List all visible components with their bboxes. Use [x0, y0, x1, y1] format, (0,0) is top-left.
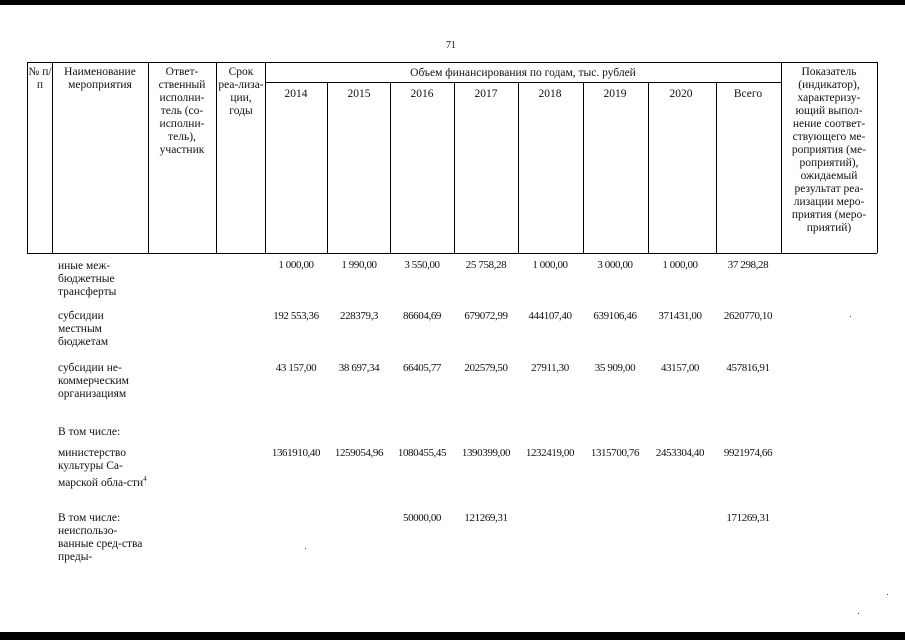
year-2014: 2014 [284, 88, 308, 100]
table-cell: 679072,99 [464, 310, 508, 322]
table-cell: 25 758,28 [465, 259, 507, 271]
table-cell: 1080455,45 [397, 447, 447, 459]
scan-speck [850, 316, 851, 317]
table-cell: 3 000,00 [597, 259, 633, 271]
table-cell: 1315700,76 [590, 447, 640, 459]
table-cell: 2453304,40 [655, 447, 705, 459]
table-cell: 9921974,66 [723, 447, 773, 459]
vline [454, 82, 455, 253]
row-label: В том числе: неиспользо-ванные сред-ства преды- [58, 512, 143, 563]
year-2017: 2017 [474, 88, 498, 100]
table-cell: 27911,30 [531, 362, 569, 374]
table-cell: 43157,00 [660, 362, 700, 374]
table-cell: 228379,3 [339, 310, 379, 322]
page-number: 71 [446, 40, 456, 51]
table-cell: 35 909,00 [594, 362, 636, 374]
table-cell: 121269,31 [464, 512, 508, 524]
year-2015: 2015 [347, 88, 371, 100]
vline [877, 62, 878, 253]
row-label [58, 447, 150, 490]
row-label: иные меж-бюджетные трансферты [58, 260, 117, 298]
year-total: Всего [733, 88, 763, 100]
vline [52, 62, 53, 253]
table-cell: 3 550,00 [404, 259, 440, 271]
scan-speck [887, 594, 888, 595]
table-cell: 444107,40 [528, 310, 572, 322]
year-2016: 2016 [410, 88, 434, 100]
header-indicator: Показатель (индикатор), характеризу-ющий выпол-нение соответ-ствующего ме-роприятия (ме-роприятий), ожидаемый результат реа-лизации меро-приятия (меро-приятий) [791, 66, 867, 234]
vline [583, 82, 584, 253]
table-cell: 38 697,34 [338, 362, 380, 374]
year-2019: 2019 [603, 88, 627, 100]
header-term: Срок реа-лиза-ции, годы [218, 66, 264, 117]
table-cell: 202579,50 [464, 362, 508, 374]
header-responsible: Ответ-ственный исполни-тель (со-исполни-тель), участник [158, 66, 206, 156]
table-cell: 1 000,00 [278, 259, 314, 271]
table-cell: 66405,77 [402, 362, 442, 374]
table-cell: 639106,46 [593, 310, 637, 322]
vline [148, 62, 149, 253]
vline [648, 82, 649, 253]
row-label: субсидии местным бюджетам [58, 310, 109, 348]
top-border [0, 0, 905, 5]
table-cell: 1259054,96 [334, 447, 384, 459]
table-cell: 192 553,36 [273, 310, 319, 322]
table-cell: 37 298,28 [727, 259, 769, 271]
year-2020: 2020 [669, 88, 693, 100]
header-year-line [265, 82, 781, 83]
table-cell: 457816,91 [726, 362, 770, 374]
vline [327, 82, 328, 253]
table-cell: 171269,31 [726, 512, 770, 524]
table-cell: 1390399,00 [461, 447, 511, 459]
row-label: субсидии не-коммерческим организациям [58, 362, 129, 400]
table-cell: 1 000,00 [532, 259, 568, 271]
table-cell: 2620770,10 [723, 310, 773, 322]
header-top-line [27, 62, 877, 63]
header-bottom-line [27, 253, 877, 254]
vline [216, 62, 217, 253]
row-label-text: министерство культуры Са-марской обла-сти [58, 447, 144, 489]
vline [390, 82, 391, 253]
vline [716, 82, 717, 253]
footnote-marker: 4 [143, 475, 147, 483]
vline [518, 82, 519, 253]
scan-speck [858, 613, 859, 614]
year-2018: 2018 [538, 88, 562, 100]
table-cell: 43 157,00 [275, 362, 317, 374]
table-cell: 1232419,00 [525, 447, 575, 459]
table-cell: 50000,00 [402, 512, 442, 524]
header-number: № п/п [28, 66, 52, 91]
header-name: Наименование мероприятия [64, 66, 136, 91]
table-cell: 1 000,00 [662, 259, 698, 271]
table-cell: 1361910,40 [271, 447, 321, 459]
table-cell: 371431,00 [658, 310, 702, 322]
header-funding: Объем финансирования по годам, тыс. рублей [410, 67, 636, 79]
scan-speck [305, 548, 306, 549]
table-cell: 86604,69 [402, 310, 442, 322]
vline [781, 62, 782, 253]
bottom-border [0, 632, 905, 640]
table-cell: 1 990,00 [341, 259, 377, 271]
row-label: В том числе: [58, 426, 121, 438]
